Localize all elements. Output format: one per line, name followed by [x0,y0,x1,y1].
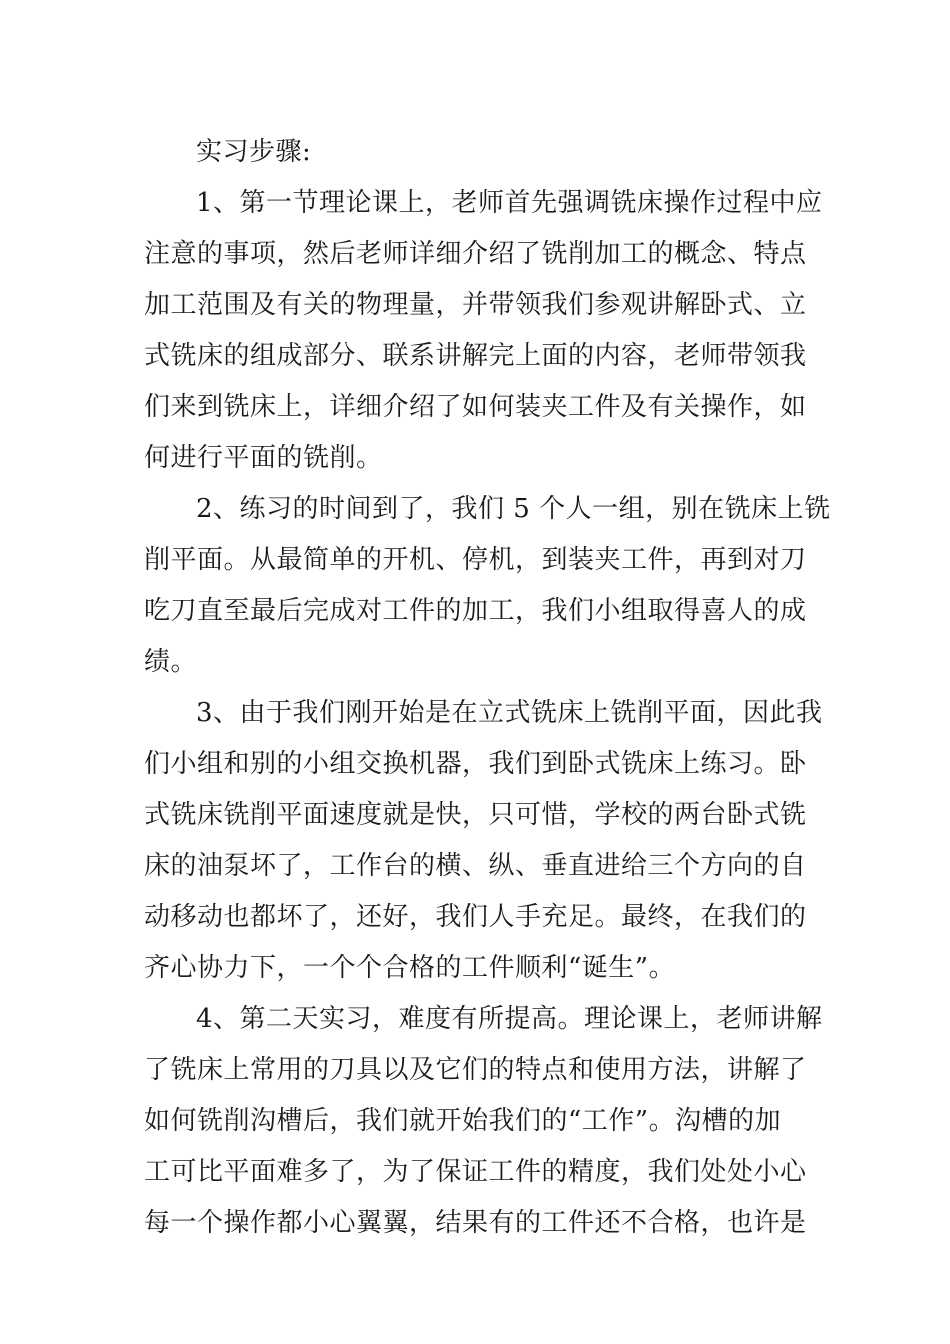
text-line: 吃刀直至最后完成对工件的加工，我们小组取得喜人的成 [144,596,807,626]
text-line: 每一个操作都小心翼翼，结果有的工件还不合格，也许是 [144,1208,807,1238]
text-line: 加工范围及有关的物理量，并带领我们参观讲解卧式、立 [144,290,807,320]
text-line: 4、第二天实习，难度有所提高。理论课上，老师讲解 [196,1004,823,1034]
text-line: 注意的事项，然后老师详细介绍了铣削加工的概念、特点 [144,239,807,269]
text-line: 绩。 [144,647,198,677]
text-line: 削平面。从最简单的开机、停机，到装夹工件，再到对刀 [144,545,807,575]
text-line: 齐心协力下，一个个合格的工件顺利“诞生”。 [144,953,676,983]
text-line: 们来到铣床上，详细介绍了如何装夹工件及有关操作，如 [144,392,807,422]
text-line: 们小组和别的小组交换机器，我们到卧式铣床上练习。卧 [144,749,807,779]
text-line: 2、练习的时间到了，我们 5 个人一组，别在铣床上铣 [196,494,831,524]
paragraph-step-1 [144,178,823,484]
text-line: 工可比平面难多了，为了保证工件的精度，我们处处小心 [144,1157,807,1187]
document-body [144,127,831,1249]
text-line: 何进行平面的铣削。 [144,443,383,473]
text-line: 了铣床上常用的刀具以及它们的特点和使用方法，讲解了 [144,1055,807,1085]
paragraph-step-2 [144,484,831,688]
text-line: 床的油泵坏了，工作台的横、纵、垂直进给三个方向的自 [144,851,807,881]
text-line: 1、第一节理论课上，老师首先强调铣床操作过程中应 [196,188,823,218]
section-heading: 实习步骤: [196,137,312,167]
text-line: 式铣床铣削平面速度就是快，只可惜，学校的两台卧式铣 [144,800,807,830]
text-line: 动移动也都坏了，还好，我们人手充足。最终，在我们的 [144,902,807,932]
paragraph-step-3 [144,688,823,994]
text-line: 3、由于我们刚开始是在立式铣床上铣削平面，因此我 [196,698,823,728]
text-line: 式铣床的组成部分、联系讲解完上面的内容，老师带领我 [144,341,807,371]
paragraph-step-4 [144,994,823,1249]
text-line: 如何铣削沟槽后，我们就开始我们的“工作”。沟槽的加 [144,1106,782,1136]
